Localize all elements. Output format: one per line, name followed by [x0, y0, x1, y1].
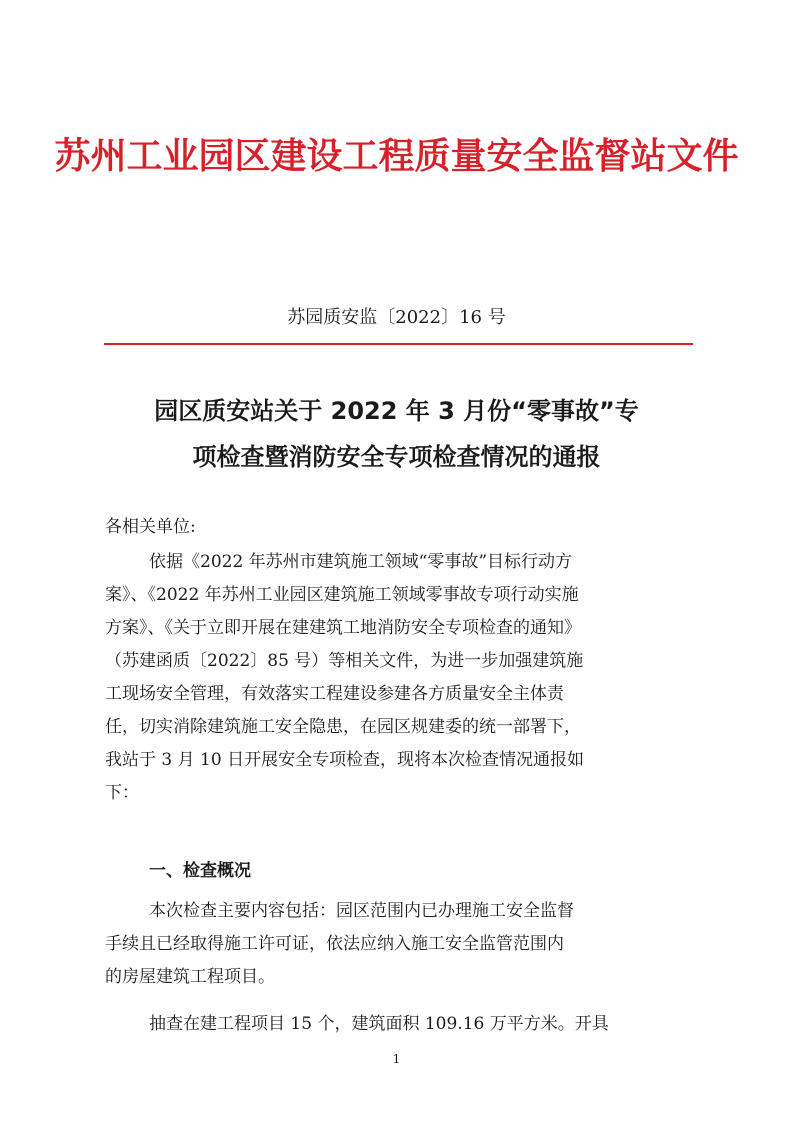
page-number: 1	[392, 1052, 401, 1066]
text-line: 抽查在建工程项目 15 个，建筑面积 109.16 万平方米。开具	[149, 1014, 609, 1034]
addressee: 各相关单位:	[105, 517, 196, 537]
text-line: 手续且已经取得施工许可证，依法应纳入施工安全监管范围内	[105, 934, 564, 954]
paragraph-inspection-scope	[105, 895, 690, 994]
paragraph-basis	[105, 546, 690, 810]
red-divider-line	[104, 343, 693, 345]
text-line: （苏建函质〔2022〕85 号）等相关文件，为进一步加强建筑施	[105, 651, 584, 671]
text-line: 我站于 3 月 10 日开展安全专项检查，现将本次检查情况通报如	[105, 750, 585, 770]
notice-title	[0, 388, 793, 480]
text-line: 方案》、《关于立即开展在建建筑工地消防安全专项检查的通知》	[105, 618, 581, 638]
text-line: 依据《2022 年苏州市建筑施工领域“零事故”目标行动方	[149, 552, 573, 572]
notice-title-line: 园区质安站关于 2022 年 3 月份“零事故”专	[154, 397, 639, 425]
paragraph-inspection-stats	[105, 1008, 690, 1041]
notice-title-line: 项检查暨消防安全专项检查情况的通报	[192, 443, 601, 471]
text-line: 的房屋建筑工程项目。	[105, 967, 275, 987]
text-line: 任，切实消除建筑施工安全隐患，在园区规建委的统一部署下，	[105, 717, 581, 737]
text-line: 本次检查主要内容包括：园区范围内已办理施工安全监督	[149, 901, 574, 921]
section-heading: 一、检查概况	[149, 861, 251, 881]
text-line: 案》、《2022 年苏州工业园区建筑施工领域零事故专项行动实施	[105, 585, 579, 605]
document-header-title: 苏州工业园区建设工程质量安全监督站文件	[54, 135, 739, 177]
text-line: 工现场安全管理，有效落实工程建设参建各方质量安全主体责	[105, 684, 564, 704]
document-number: 苏园质安监〔2022〕16 号	[287, 307, 506, 328]
text-line: 下：	[105, 783, 139, 803]
